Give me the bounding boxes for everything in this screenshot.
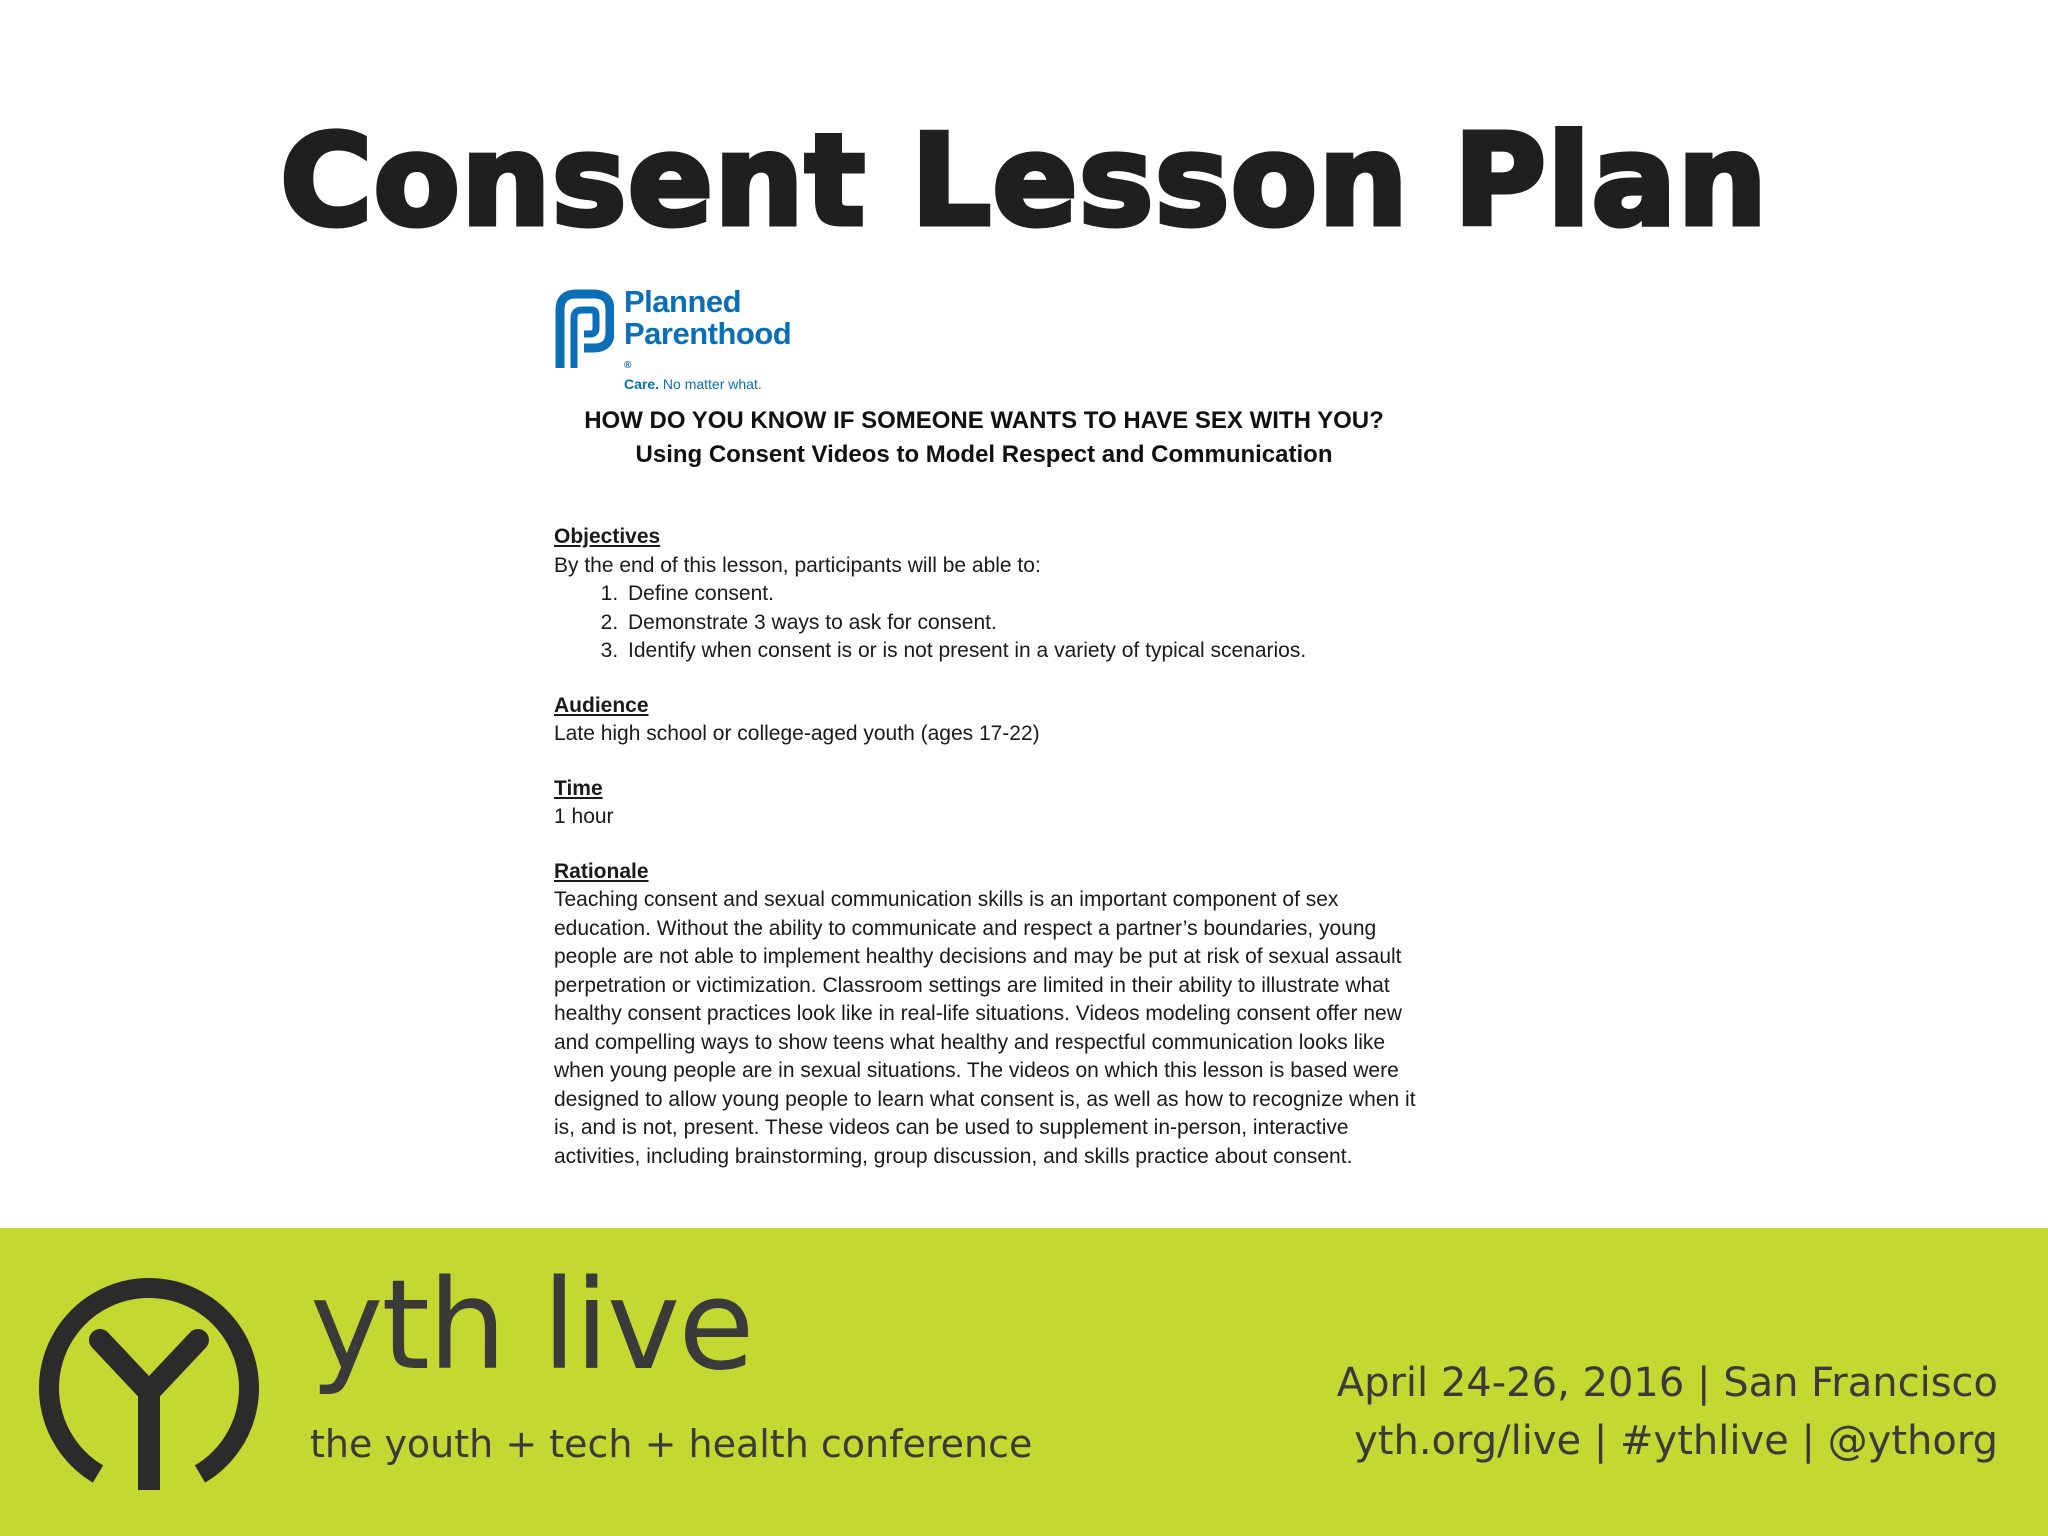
logo-registered-mark: ® (624, 360, 631, 371)
logo-tagline-bold: Care. (624, 376, 660, 392)
rationale-line: when young people are in sexual situations. The videos on which this lesson is based were (554, 1059, 1399, 1082)
audience-heading: Audience (554, 693, 649, 717)
logo-name-line2: Parenthood (624, 316, 792, 351)
objectives-heading: Objectives (554, 525, 661, 548)
lesson-plan-document (384, 268, 1584, 1230)
slide-title: Consent Lesson Plan (279, 107, 1769, 254)
planned-parenthood-logo (554, 284, 834, 392)
logo-name-line1: Planned (624, 284, 742, 319)
yth-tagline: the youth + tech + health conference (310, 1422, 1033, 1466)
rationale-line: people are not able to implement healthy decisions and may be put at risk of sexual assault (554, 945, 1402, 968)
heading-line-1: HOW DO YOU KNOW IF SOMEONE WANTS TO HAVE SEX WITH YOU? (584, 407, 1384, 434)
planned-parenthood-mark-icon (554, 288, 614, 368)
objectives-list (554, 580, 1554, 666)
rationale-line: is, and is not, present. These videos can be used to supplement in-person, interactive (554, 1116, 1349, 1139)
objective-item: 3. Identify when consent is or is not present in a variety of typical scenarios. (624, 637, 1554, 666)
event-links: yth.org/live | #ythlive | @ythorg (1354, 1418, 1998, 1464)
rationale-heading: Rationale (554, 859, 649, 883)
rationale-line: perpetration or victimization. Classroom settings are limited in their ability to illustrate what (554, 973, 1390, 997)
conference-banner (0, 1228, 2048, 1536)
audience-text: Late high school or college-aged youth (ages 17-22) (554, 722, 1040, 745)
objective-item: 2. Demonstrate 3 ways to ask for consent. (624, 609, 1554, 638)
objectives-intro: By the end of this lesson, participants will be able to: (554, 553, 1041, 577)
time-text: 1 hour (554, 805, 614, 828)
rationale-line: Teaching consent and sexual communication skills is an important component of sex (554, 888, 1339, 911)
rationale-line: designed to allow young people to learn what consent is, as well as how to recognize when it (554, 1087, 1416, 1111)
rationale-line: healthy consent practices look like in real-life situations. Videos modeling consent offer new (554, 1002, 1402, 1025)
yth-live-wordmark: yth live (310, 1254, 753, 1398)
rationale-line: activities, including brainstorming, group discussion, and skills practice about consent. (554, 1144, 1353, 1168)
time-heading: Time (554, 776, 603, 800)
rationale-line: and compelling ways to show teens what healthy and respectful communication looks like (554, 1030, 1386, 1054)
heading-line-2: Using Consent Videos to Model Respect and Communication (635, 441, 1333, 468)
event-date-location: April 24-26, 2016 | San Francisco (1336, 1360, 1998, 1406)
document-heading (384, 404, 1584, 472)
yth-y-circle-icon (38, 1268, 260, 1490)
logo-tagline-rest: No matter what. (662, 376, 762, 392)
objective-item: 1. Define consent. (624, 580, 1554, 609)
rationale-line: education. Without the ability to communicate and respect a partner’s boundaries, young (554, 916, 1377, 940)
document-body (554, 523, 1554, 1171)
